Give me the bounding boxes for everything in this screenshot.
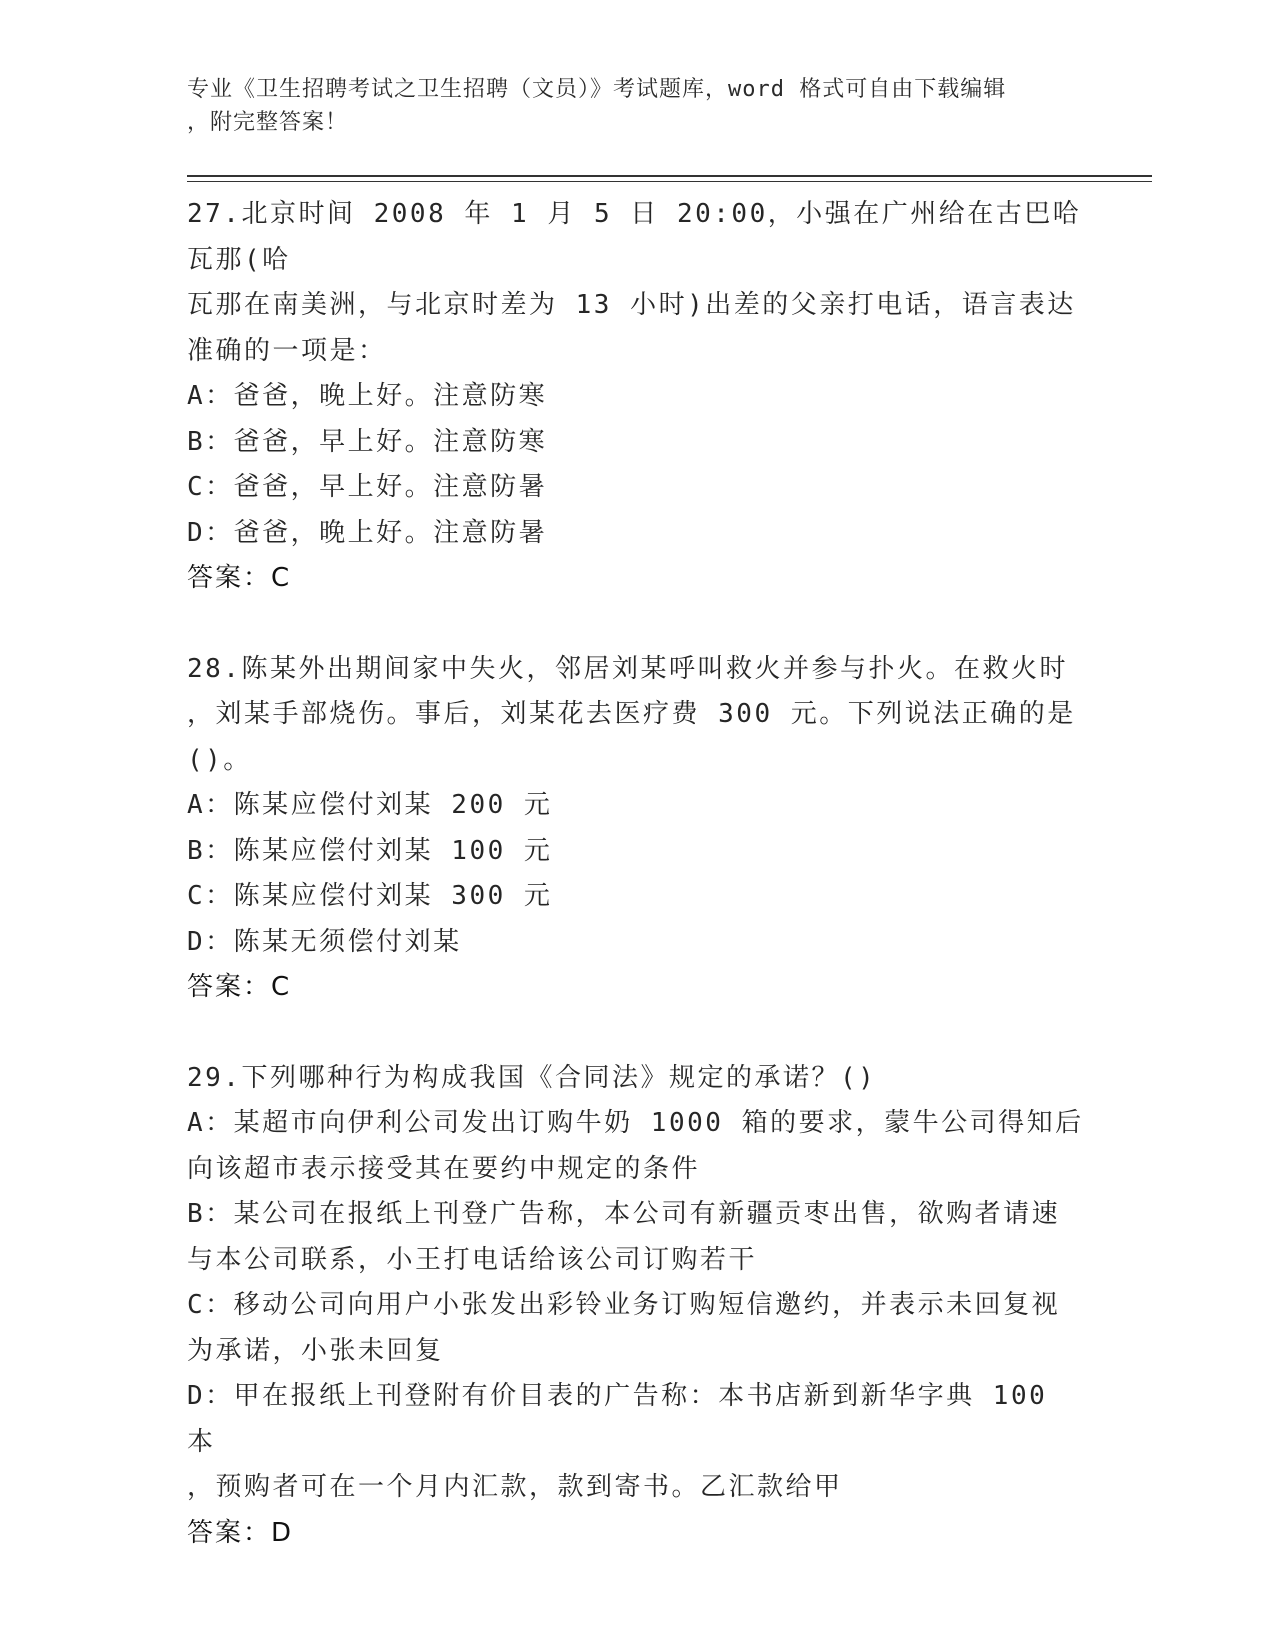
question-list (187, 192, 1087, 1556)
answer-label: 答案：C (187, 972, 292, 1002)
question-stem-line: 27.北京时间 2008 年 1 月 5 日 20:00，小强在广州给在古巴哈瓦那(哈 (187, 199, 1082, 275)
header-divider-thin (187, 181, 1152, 182)
question-stem-line: ()。 (187, 744, 252, 775)
option-c: C：爸爸，早上好。注意防暑 (187, 472, 548, 502)
question-spacer (187, 1011, 1087, 1056)
question-28 (187, 647, 1087, 1011)
answer-label: 答案：C (187, 563, 292, 593)
option-a-continued: 向该超市表示接受其在要约中规定的条件 (187, 1153, 701, 1184)
question-spacer (187, 602, 1087, 647)
question-29 (187, 1056, 1087, 1557)
option-a: A：某超市向伊利公司发出订购牛奶 1000 箱的要求，蒙牛公司得知后 (187, 1108, 1084, 1138)
header-line-2: ，附完整答案！ (187, 110, 349, 135)
document-header (187, 73, 1067, 139)
option-d-continued: ，预购者可在一个月内汇款，款到寄书。乙汇款给甲 (187, 1472, 843, 1502)
option-b-continued: 与本公司联系，小王打电话给该公司订购若干 (187, 1244, 758, 1275)
option-d: D：爸爸，晚上好。注意防暑 (187, 517, 548, 548)
option-c: C：陈某应偿付刘某 300 元 (187, 881, 553, 911)
question-stem-line: 瓦那在南美洲，与北京时差为 13 小时)出差的父亲打电话，语言表达 (187, 290, 1076, 320)
option-c-continued: 为承诺，小张未回复 (187, 1335, 444, 1366)
option-b: B：陈某应偿付刘某 100 元 (187, 835, 553, 866)
question-stem-line: 准确的一项是： (187, 335, 387, 366)
question-stem-line: 28.陈某外出期间家中失火，邻居刘某呼叫救火并参与扑火。在救火时 (187, 653, 1068, 684)
header-line-1: 专业《卫生招聘考试之卫生招聘（文员）》考试题库，word 格式可自由下载编辑 (187, 77, 1007, 102)
option-c: C：移动公司向用户小张发出彩铃业务订购短信邀约，并表示未回复视 (187, 1290, 1061, 1320)
header-divider-thick (187, 175, 1152, 177)
question-stem-line: 29.下列哪种行为构成我国《合同法》规定的承诺？() (187, 1062, 877, 1093)
option-b: B：某公司在报纸上刊登广告称，本公司有新疆贡枣出售，欲购者请速 (187, 1199, 1061, 1229)
option-d: D：甲在报纸上刊登附有价目表的广告称：本书店新到新华字典 100 本 (187, 1381, 1066, 1457)
option-a: A：爸爸，晚上好。注意防寒 (187, 381, 548, 411)
question-27 (187, 192, 1087, 602)
question-stem-line: ，刘某手部烧伤。事后，刘某花去医疗费 300 元。下列说法正确的是 (187, 699, 1076, 729)
option-a: A：陈某应偿付刘某 200 元 (187, 790, 553, 820)
option-d: D：陈某无须偿付刘某 (187, 926, 462, 957)
option-b: B：爸爸，早上好。注意防寒 (187, 426, 548, 457)
answer-label: 答案：D (187, 1517, 294, 1548)
